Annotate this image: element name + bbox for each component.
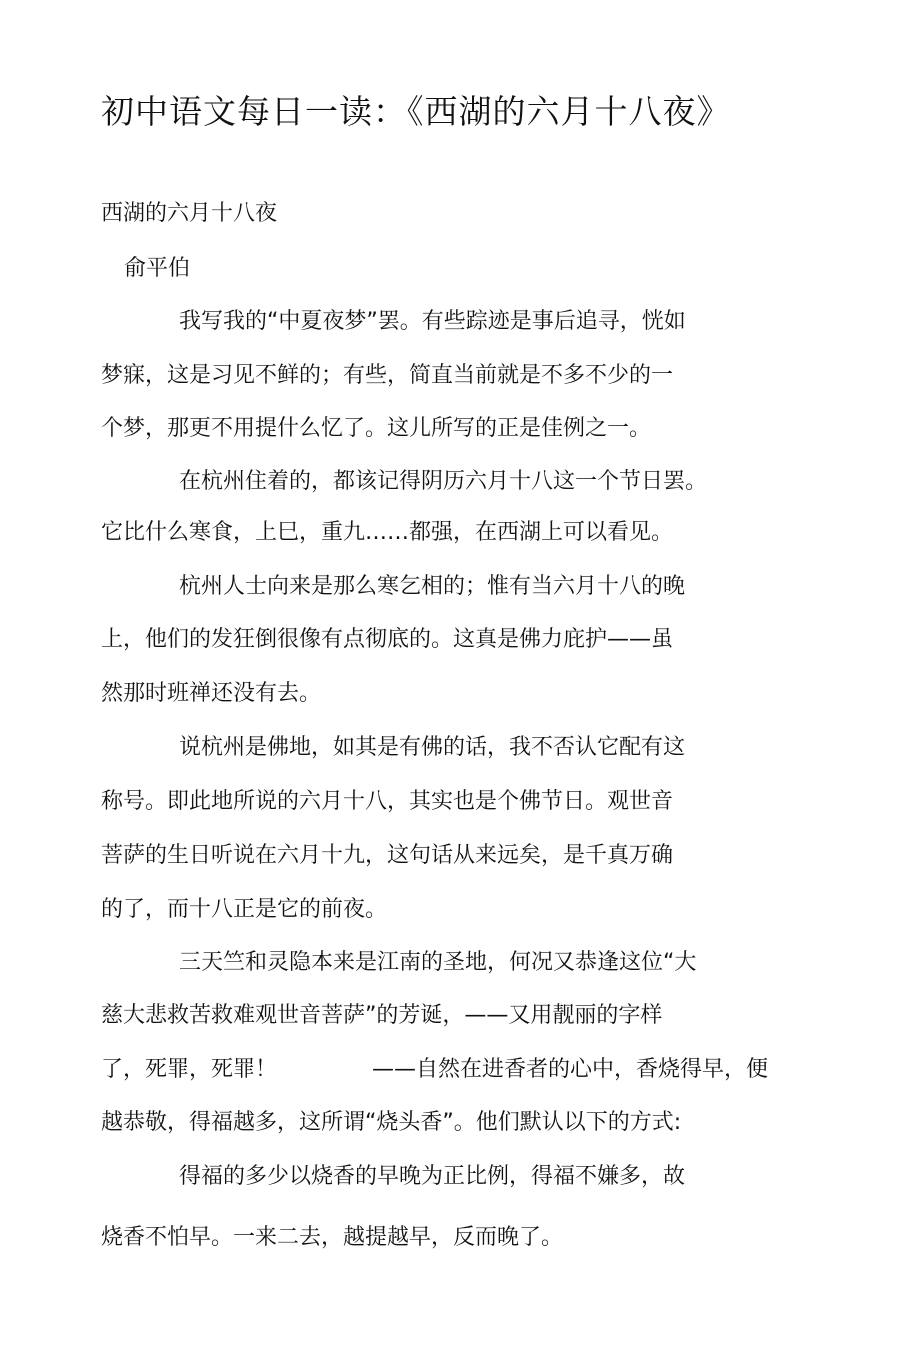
paragraph-line: 称号。即此地所说的六月十八，其实也是个佛节日。观世音 — [101, 789, 674, 814]
paragraph-line: 的了，而十八正是它的前夜。 — [101, 897, 388, 922]
paragraph-line: 说杭州是佛地，如其是有佛的话，我不否认它配有这 — [179, 735, 686, 760]
paragraph-line: 在杭州住着的，都该记得阴历六月十八这一个节日罢。 — [179, 469, 708, 494]
paragraph-line: ——自然在进香者的心中，香烧得早，便 — [372, 1057, 769, 1082]
paragraph-line: 烧香不怕早。一来二去，越提越早，反而晚了。 — [101, 1225, 564, 1250]
paragraph-line: 菩萨的生日听说在六月十九，这句话从来远矣，是千真万确 — [101, 843, 674, 868]
paragraph-line: 上，他们的发狂倒很像有点彻底的。这真是佛力庇护——虽 — [101, 627, 674, 652]
paragraph-line: 梦寐，这是习见不鲜的；有些，简直当前就是不多不少的一 — [101, 363, 674, 388]
paragraph-line: 个梦，那更不用提什么忆了。这儿所写的正是佳例之一。 — [101, 416, 652, 441]
article-title: 西湖的六月十八夜 — [101, 201, 278, 226]
paragraph-line: 它比什么寒食，上巳，重九……都强，在西湖上可以看见。 — [101, 520, 674, 545]
paragraph-line: 我写我的“中夏夜梦”罢。有些踪迹是事后追寻，恍如 — [179, 309, 686, 334]
paragraph-line: 杭州人士向来是那么寒乞相的；惟有当六月十八的晚 — [179, 574, 686, 599]
paragraph-line: 越恭敬，得福越多，这所谓“烧头香”。他们默认以下的方式: — [101, 1110, 682, 1135]
paragraph-line: 三天竺和灵隐本来是江南的圣地，何况又恭逢这位“大 — [179, 950, 697, 975]
paragraph-line: 得福的多少以烧香的早晚为正比例，得福不嫌多，故 — [179, 1164, 686, 1189]
paragraph-line: 慈大悲救苦救难观世音菩萨”的芳诞，——又用靓丽的字样 — [101, 1003, 663, 1028]
article-author: 俞平伯 — [124, 256, 191, 281]
paragraph-line: 然那时班禅还没有去。 — [101, 681, 322, 706]
page-title: 初中语文每日一读：《西湖的六月十八夜》 — [101, 92, 731, 131]
paragraph-line: 了，死罪，死罪！ — [101, 1057, 278, 1082]
